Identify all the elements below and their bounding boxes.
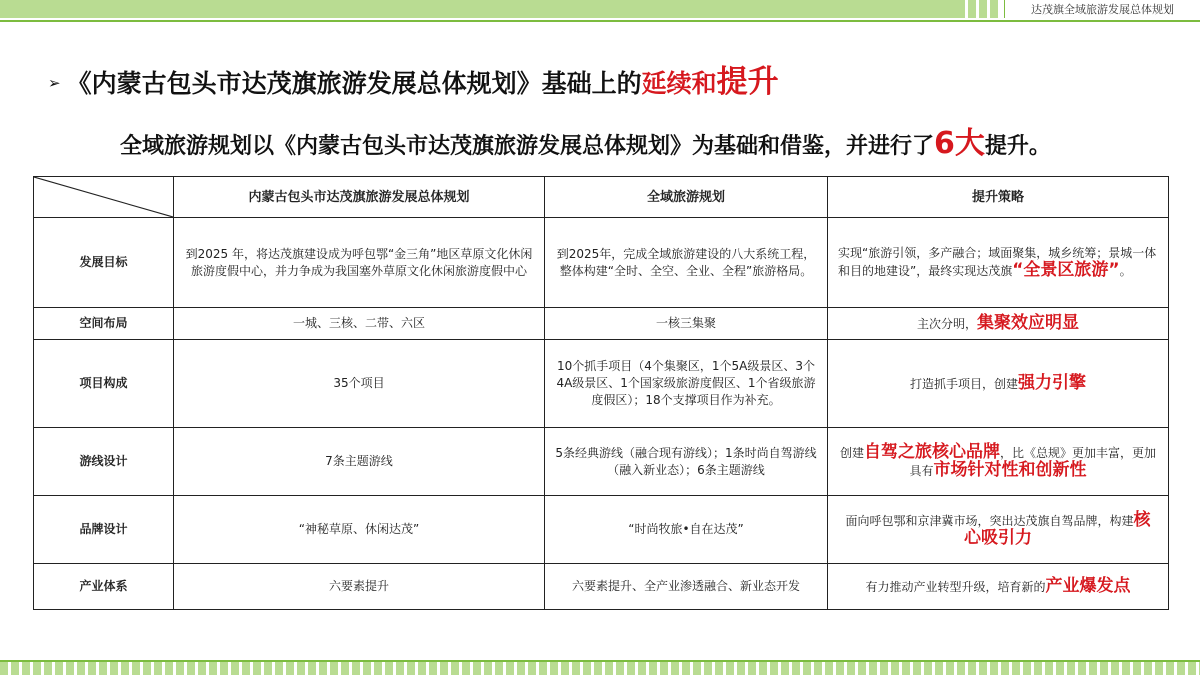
header-new-plan: 全域旅游规划 [545,177,828,218]
strategy-text: 实现“旅游引领，多产融合；域面聚集，城乡统筹；景城一体和目的地建设”，最终实现达茂旗 [838,246,1157,278]
header-old-plan: 内蒙古包头市达茂旗旅游发展总体规划 [174,177,545,218]
row-label: 游线设计 [34,428,174,496]
old-plan-cell: “神秘草原、休闲达茂” [174,496,545,564]
new-plan-cell: 10个抓手项目（4个集聚区，1个5A级景区、3个4A级景区、1个国家级旅游度假区、1个省级旅游度假区）；18个支撑项目作为补充。 [545,340,828,428]
row-label: 项目构成 [34,340,174,428]
table-row [34,340,1169,428]
top-solid-band [0,0,960,18]
top-green-line [0,20,1200,22]
row-label: 品牌设计 [34,496,174,564]
new-plan-cell: 六要素提升、全产业渗透融合、新业态开发 [545,564,828,610]
strategy-text: 有力推动产业转型升级，培育新的 [865,579,1046,594]
strategy-text: 主次分明， [916,316,977,331]
old-plan-cell: 7条主题游线 [174,428,545,496]
strategy-cell [828,428,1169,496]
slide-subheading [120,118,1051,162]
bottom-decor-bar [0,660,1200,675]
strategy-cell [828,564,1169,610]
strategy-highlight: “全景区旅游” [1012,260,1120,280]
strategy-highlight: 核心吸引力 [964,509,1151,548]
strategy-cell [828,340,1169,428]
arrow-bullet-icon: ➢ [48,74,61,92]
new-plan-cell: 到2025年，完成全域旅游建设的八大系统工程，整体构建“全时、全空、全业、全程”旅游格局。 [545,218,828,308]
strategy-highlight: 自驾之旅核心品牌 [864,441,1000,462]
subheading-tail: 提升。 [984,134,1051,159]
subheading-number: 6大 [934,126,985,161]
subheading-text: 全域旅游规划以《内蒙古包头市达茂旗旅游发展总体规划》为基础和借鉴，并进行了 [120,134,935,159]
top-decor-bar [0,0,1200,22]
table-row [34,564,1169,610]
strategy-cell [828,308,1169,340]
strategy-text: 创建 [839,445,864,460]
strategy-highlight: 集聚效应明显 [977,312,1079,333]
old-plan-cell: 到2025 年，将达茂旗建设成为呼包鄂“金三角”地区草原文化休闲旅游度假中心，并力争成为我国塞外草原文化休闲旅游度假中心 [174,218,545,308]
comparison-table [33,176,1169,610]
old-plan-cell: 35个项目 [174,340,545,428]
table-row [34,218,1169,308]
strategy-highlight: 产业爆发点 [1045,575,1131,596]
new-plan-cell: “时尚牧旅•自在达茂” [545,496,828,564]
new-plan-cell: 5条经典游线（融合现有游线）；1条时尚自驾游线（融入新业态）；6条主题游线 [545,428,828,496]
old-plan-cell: 一城、三核、二带、六区 [174,308,545,340]
row-label: 空间布局 [34,308,174,340]
strategy-text-mid: ，比《总规》更加丰富，更加具有 [909,445,1157,478]
diagonal-line [34,177,173,217]
table-row [34,308,1169,340]
bottom-green-line [0,660,1200,662]
heading-text: 《内蒙古包头市达茂旗旅游发展总体规划》基础上的 [66,69,642,98]
header-strategy: 提升策略 [828,177,1169,218]
document-title: 达茂旗全域旅游发展总体规划 [1004,0,1200,18]
row-label: 发展目标 [34,218,174,308]
strategy-highlight-2: 市场针对性和创新性 [933,459,1087,480]
row-label: 产业体系 [34,564,174,610]
strategy-tail: 。 [1119,264,1132,278]
corner-cell [34,177,174,218]
strategy-highlight: 强力引擎 [1018,372,1086,393]
strategy-text: 打造抓手项目，创建 [909,376,1018,391]
heading-highlight-1: 延续和 [641,69,717,98]
strategy-cell [828,218,1169,308]
old-plan-cell: 六要素提升 [174,564,545,610]
strategy-cell [828,496,1169,564]
heading-highlight-2: 提升 [716,64,779,100]
table-row [34,496,1169,564]
slide-heading [48,56,779,101]
table-row [34,428,1169,496]
new-plan-cell: 一核三集聚 [545,308,828,340]
table-header-row [34,177,1169,218]
strategy-text: 面向呼包鄂和京津冀市场，突出达茂旗自驾品牌，构建 [845,513,1134,528]
